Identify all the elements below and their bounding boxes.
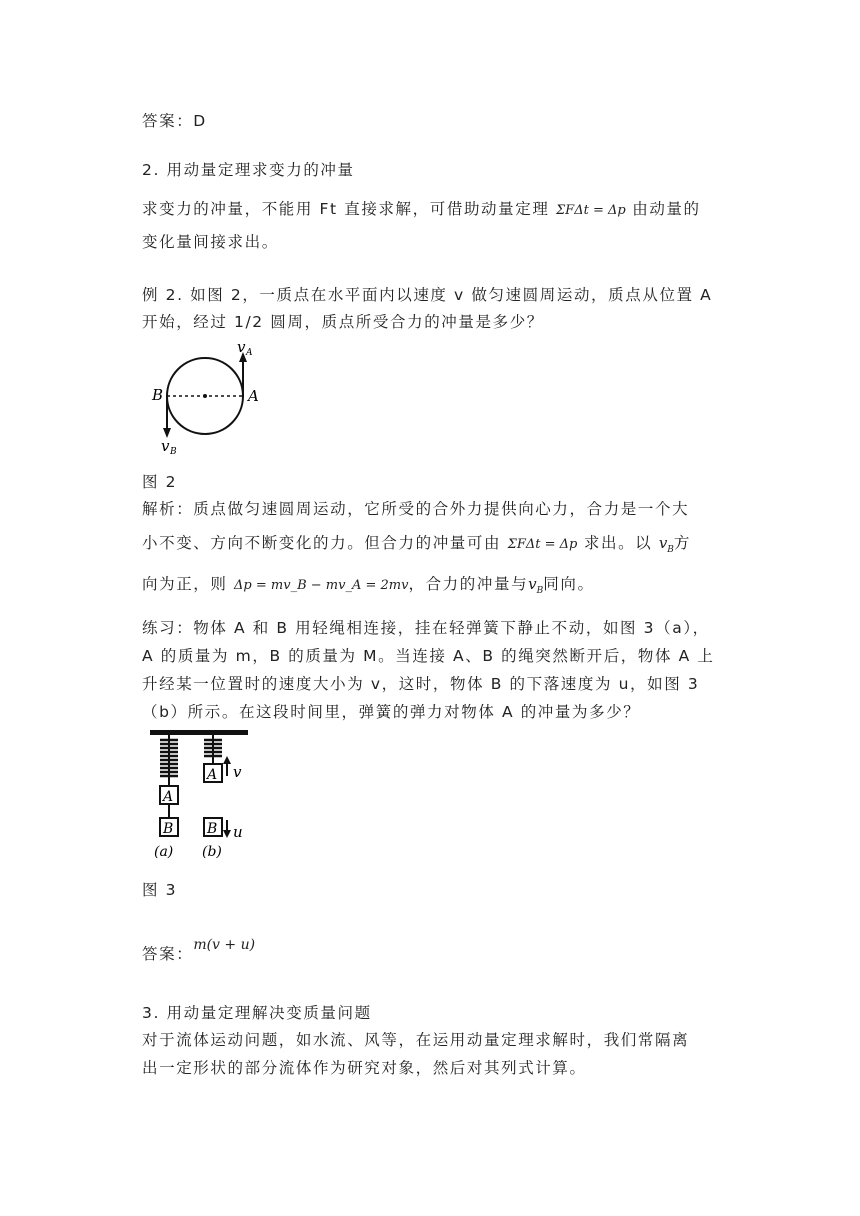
text-fragment: 由动量的: [632, 200, 701, 218]
vb-label: v: [161, 437, 170, 455]
vb-symbol: v: [528, 575, 537, 593]
text-fragment: 同向。: [543, 575, 595, 593]
point-a-label: A: [248, 387, 259, 405]
text-fragment: 向为正，则: [142, 575, 228, 593]
block-a-label: A: [207, 767, 218, 783]
answer-text: 答案：D: [142, 112, 207, 130]
figure-3-spring-blocks: [150, 728, 260, 863]
figure-2-circular-motion: [145, 338, 270, 463]
section-2-paragraph-line-2: 变化量间接求出。: [142, 233, 279, 251]
section-3-heading: 3. 用动量定理解决变质量问题: [142, 1004, 372, 1022]
section-2-paragraph-line-1: [142, 199, 701, 221]
va-label: v: [237, 338, 246, 356]
figure-2-caption: 图 2: [142, 473, 178, 491]
practice-line-4: （b）所示。在这段时间里，弹簧的弹力对物体 A 的冲量为多少？: [142, 703, 641, 721]
velocity-u-label: u: [233, 823, 243, 841]
analysis-line-3: [142, 574, 595, 601]
analysis-line-2: [142, 533, 691, 560]
answer-label: 答案：: [142, 945, 194, 963]
subfigure-b-label: (b): [202, 844, 222, 860]
answer-formula: m(v + u): [193, 937, 256, 953]
example-2-line-2: 开始，经过 1/2 圆周，质点所受合力的冲量是多少？: [142, 313, 544, 331]
va-subscript: A: [246, 348, 253, 358]
momentum-theorem-formula: ΣFΔt = Δp: [507, 537, 578, 552]
subfigure-a-label: (a): [154, 844, 174, 860]
section-3-line-2: 出一定形状的部分流体作为研究对象，然后对其列式计算。: [142, 1059, 587, 1077]
momentum-theorem-formula: ΣFΔt = Δp: [555, 203, 626, 218]
practice-answer: [142, 937, 256, 963]
figure-3-caption: 图 3: [142, 881, 178, 899]
section-2-heading: 2. 用动量定理求变力的冲量: [142, 161, 355, 179]
text-fragment: 方: [673, 534, 692, 552]
block-b-label: B: [163, 821, 174, 837]
vb-subscript: B: [667, 545, 674, 556]
analysis-line-1: 解析：质点做匀速圆周运动，它所受的合外力提供向心力，合力是一个大: [142, 500, 690, 518]
practice-line-1: 练习：物体 A 和 B 用轻绳相连接，挂在轻弹簧下静止不动，如图 3（a），: [142, 619, 710, 637]
vb-subscript: B: [536, 586, 544, 597]
vb-subscript: B: [170, 447, 177, 457]
block-a-label: A: [163, 789, 174, 805]
vb-symbol: v: [658, 534, 668, 552]
text-fragment: 小不变、方向不断变化的力。但合力的冲量可由: [142, 534, 502, 552]
momentum-change-formula: Δp = mv_B − mv_A = 2mv: [234, 578, 409, 593]
text-fragment: 求出。以: [583, 534, 653, 552]
text-fragment: 求变力的冲量，不能用 Ft 直接求解，可借助动量定理: [142, 200, 550, 218]
example-2-line-1: 例 2. 如图 2，一质点在水平面内以速度 v 做匀速圆周运动，质点从位置 A: [142, 286, 713, 304]
section-3-line-1: 对于流体运动问题，如水流、风等，在运用动量定理求解时，我们常隔离: [142, 1031, 690, 1049]
point-b-label: B: [152, 386, 164, 404]
text-fragment: ，合力的冲量与: [408, 575, 529, 593]
practice-line-2: A 的质量为 m，B 的质量为 M。当连接 A、B 的绳突然断开后，物体 A 上: [142, 647, 715, 665]
practice-line-3: 升经某一位置时的速度大小为 v，这时，物体 B 的下落速度为 u，如图 3: [142, 675, 700, 693]
velocity-v-label: v: [233, 763, 242, 781]
block-b-label: B: [207, 821, 218, 837]
